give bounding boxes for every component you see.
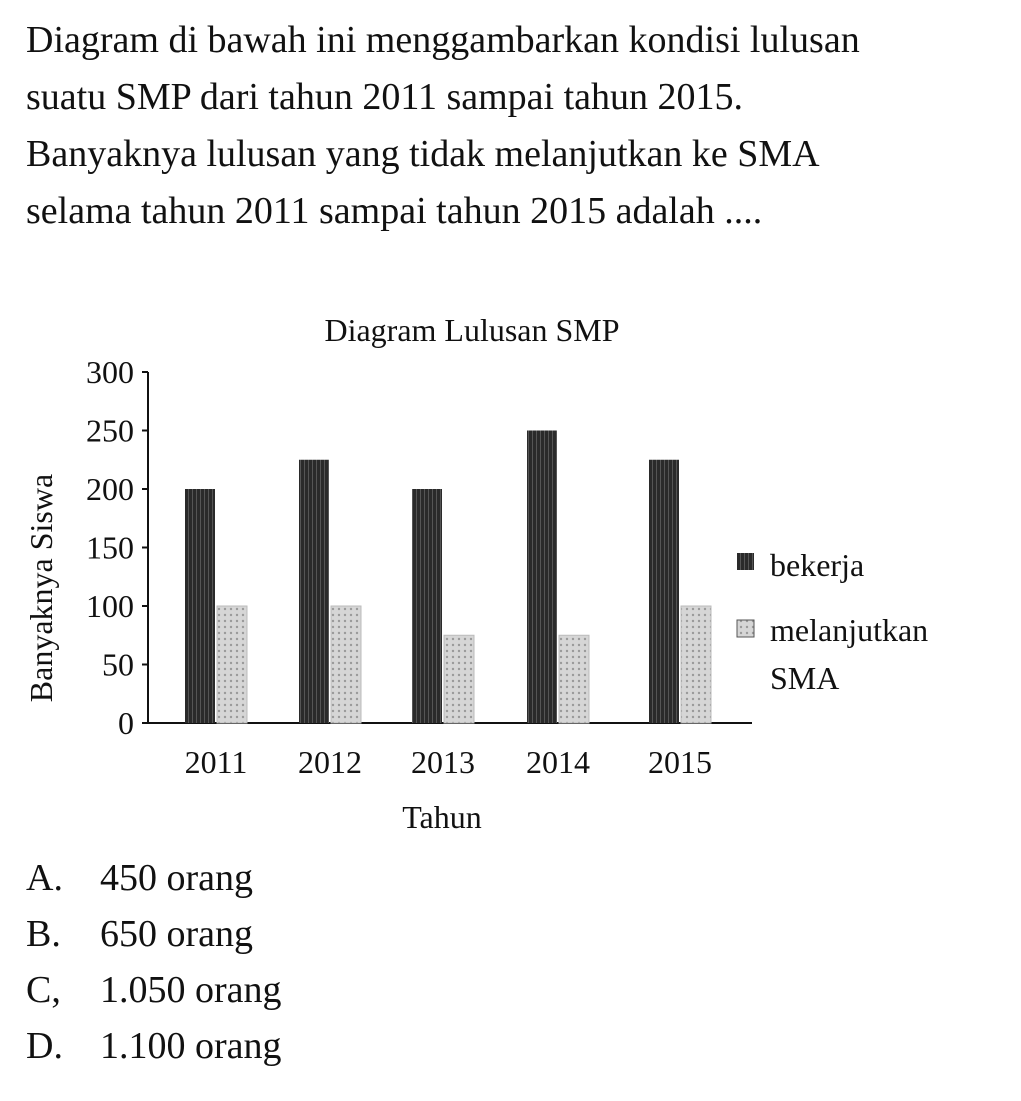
y-tick-label: 200 [86,471,134,507]
bar-melanjutkan-sma-2012 [331,606,361,723]
option-a[interactable] [26,850,282,906]
y-tick-label: 0 [118,705,134,741]
x-axis-label: Tahun [402,799,482,835]
option-letter: D. [26,1025,63,1067]
option-letter: C, [26,969,61,1011]
y-tick-label: 250 [86,412,134,449]
bar-bekerja-2013 [412,489,442,723]
bar-bekerja-2014 [527,431,557,724]
option-text: 650 orang [100,913,254,955]
bar-melanjutkan-sma-2015 [681,606,711,723]
x-tick-label: 2011 [184,744,248,780]
legend-swatch-melanjutkan-sma [737,620,754,637]
bar-bekerja-2012 [299,460,329,723]
legend-label-bekerja: bekerja [770,547,865,583]
legend-label-melanjutkan-sma: melanjutkan SMA [770,612,929,696]
x-tick-label: 2014 [526,744,590,780]
answer-options [26,850,282,1074]
option-c[interactable] [26,962,282,1018]
legend-swatch-bekerja [737,553,754,570]
y-tick-label: 50 [102,646,134,683]
option-text: 1.100 orang [100,1025,282,1067]
chart-title: Diagram Lulusan SMP [324,312,620,348]
option-letter: B. [26,913,61,955]
x-tick-label: 2013 [411,744,475,780]
bar-melanjutkan-sma-2013 [444,635,474,723]
question-text: Diagram di bawah ini menggambarkan kondisi lulusan suatu SMP dari tahun 2011 sampai tahun 2015. Banyaknya lulusan yang tidak melanjutkan ke SMA selama tahun 2011 sampai tahun 2015 adalah .... [26,19,860,232]
option-b[interactable] [26,906,282,962]
option-d[interactable] [26,1018,282,1074]
x-tick-label: 2015 [648,744,712,780]
bar-bekerja-2011 [185,489,215,723]
bar-melanjutkan-sma-2014 [559,635,589,723]
y-tick-label: 300 [86,354,134,390]
option-text: 1.050 orang [100,969,282,1011]
option-text: 450 orang [100,857,254,899]
x-tick-label: 2012 [298,744,362,780]
y-axis-label: Banyaknya Siswa [23,473,59,703]
bar-bekerja-2015 [649,460,679,723]
y-tick-label: 100 [86,588,134,624]
chart-legend [737,547,936,696]
option-letter: A. [26,857,63,899]
bar-melanjutkan-sma-2011 [217,606,247,723]
y-tick-label: 150 [86,529,134,566]
